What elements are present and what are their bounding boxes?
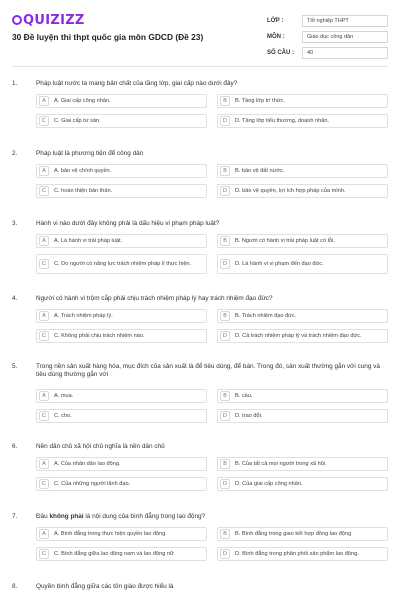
option-c[interactable] [36, 477, 207, 491]
option-text: A. Là hành vi trái pháp luật. [54, 237, 123, 244]
option-text: A. Của nhân dân lao động. [54, 460, 121, 467]
option-c[interactable] [36, 547, 207, 561]
option-b[interactable] [217, 527, 388, 541]
logo-text: QUIZIZZ [23, 13, 85, 28]
option-text: C. hoàn thiện bản thân. [54, 187, 113, 194]
option-letter: A [39, 236, 49, 246]
option-text: C. Không phải chịu trách nhiệm nào. [54, 332, 145, 339]
option-a[interactable] [36, 457, 207, 471]
option-text: B. Trách nhiệm đạo đức. [235, 312, 297, 319]
option-a[interactable] [36, 164, 207, 178]
question-number: 3. [12, 220, 18, 227]
option-letter: B [220, 459, 230, 469]
option-c[interactable] [36, 114, 207, 128]
option-d[interactable] [217, 184, 388, 198]
option-letter: A [39, 529, 49, 539]
option-text: B. Người có hành vi trái pháp luật có lỗi. [235, 237, 335, 244]
option-text: D. Cả trách nhiệm pháp lý và trách nhiệm đạo đức. [235, 332, 362, 339]
option-text: C. Giai cấp tư sản. [54, 117, 101, 124]
option-text: B. Tầng lớp trí thức. [235, 97, 285, 104]
option-letter: B [220, 236, 230, 246]
question-text: Pháp luật là phương tiện để công dân [36, 150, 144, 157]
meta-label: SỐ CÂU : [267, 50, 294, 56]
question-text: Quyền bình đẳng giữa các tôn giáo được hiểu là [36, 583, 174, 590]
option-c[interactable] [36, 409, 207, 423]
option-letter: D [220, 549, 230, 559]
option-text: D. trao đổi. [235, 412, 263, 419]
option-c[interactable] [36, 329, 207, 343]
option-letter: C [39, 331, 49, 341]
option-letter: D [220, 116, 230, 126]
question-number: 6. [12, 443, 18, 450]
option-text: D. Của giai cấp công nhân. [235, 480, 303, 487]
option-letter: D [220, 259, 230, 269]
option-d[interactable] [217, 409, 388, 423]
option-text: C. Bình đẳng giữa lao động nam và lao động nữ [54, 550, 174, 557]
meta-value-subject: Giáo dục công dân [302, 31, 388, 43]
meta-value-count: 40 [302, 47, 388, 59]
option-b[interactable] [217, 94, 388, 108]
option-letter: D [220, 331, 230, 341]
question-4 [12, 295, 388, 339]
option-text: D. Tầng lớp tiểu thương, doanh nhân. [235, 117, 330, 124]
option-letter: C [39, 479, 49, 489]
option-letter: B [220, 96, 230, 106]
option-letter: C [39, 186, 49, 196]
option-b[interactable] [217, 234, 388, 248]
question-5 [12, 363, 388, 419]
question-number: 1. [12, 80, 18, 87]
option-text: B. Bình đẳng trong giao kết hợp đồng lao động [235, 530, 352, 537]
option-d[interactable] [217, 329, 388, 343]
option-b[interactable] [217, 164, 388, 178]
meta-row-count [267, 45, 388, 61]
option-d[interactable] [217, 547, 388, 561]
option-text: A. Giai cấp công nhân. [54, 97, 111, 104]
option-d[interactable] [217, 254, 388, 274]
option-text: A. Bình đẳng trong thực hiện quyền lao động [54, 530, 166, 537]
option-letter: A [39, 166, 49, 176]
meta-row-subject [267, 29, 388, 45]
option-a[interactable] [36, 389, 207, 403]
option-text: D. Bình đẳng trong phân phối sản phẩm lao động. [235, 550, 359, 557]
emphasis-text: không phải [49, 513, 84, 520]
option-a[interactable] [36, 527, 207, 541]
option-a[interactable] [36, 94, 207, 108]
option-letter: C [39, 549, 49, 559]
meta-row-class [267, 13, 388, 29]
option-text: A. Trách nhiệm pháp lý. [54, 312, 113, 319]
option-letter: B [220, 391, 230, 401]
option-b[interactable] [217, 389, 388, 403]
worksheet-meta [267, 13, 388, 61]
question-number: 7. [12, 513, 18, 520]
meta-value-class: Tốt nghiệp THPT [302, 15, 388, 27]
question-6 [12, 443, 388, 487]
option-text: A. bảo vệ chính quyền. [54, 167, 112, 174]
option-a[interactable] [36, 234, 207, 248]
option-letter: C [39, 411, 49, 421]
question-text: Nền dân chủ xã hội chủ nghĩa là nền dân chủ [36, 443, 165, 450]
meta-label: MÔN : [267, 34, 285, 40]
option-d[interactable] [217, 114, 388, 128]
worksheet-title: 30 Đề luyện thi thpt quốc gia môn GDCD (Đề 23) [12, 32, 204, 42]
option-text: C. Của những người lãnh đạo. [54, 480, 131, 487]
header-divider [12, 66, 388, 67]
question-number: 2. [12, 150, 18, 157]
question-number: 5. [12, 363, 18, 370]
question-text: Hành vi nào dưới đây không phải là dấu hiệu vi phạm pháp luật? [36, 220, 220, 227]
question-number: 8. [12, 583, 18, 590]
option-b[interactable] [217, 457, 388, 471]
logo-q-icon [12, 15, 22, 25]
option-text: C. cho. [54, 412, 72, 419]
option-text: D. Là hành vi vi phạm đến đạo đức. [235, 260, 324, 267]
question-2 [12, 150, 388, 194]
option-letter: A [39, 96, 49, 106]
option-letter: C [39, 259, 49, 269]
option-letter: B [220, 166, 230, 176]
option-c[interactable] [36, 254, 207, 274]
option-text: B. cầu. [235, 392, 253, 399]
option-b[interactable] [217, 309, 388, 323]
meta-label: LỚP : [267, 18, 284, 24]
question-text: Pháp luật nước ta mang bản chất của tầng lớp, giai cấp nào dưới đây? [36, 80, 238, 87]
option-d[interactable] [217, 477, 388, 491]
option-text: B. Của tất cả mọi người trong xã hội. [235, 460, 327, 467]
question-number: 4. [12, 295, 18, 302]
option-letter: D [220, 186, 230, 196]
option-letter: D [220, 411, 230, 421]
option-text: A. mua. [54, 392, 74, 399]
question-text: Trong nền sản xuất hàng hóa, mục đích của sản xuất là để tiêu dùng, để bán. Trong đó, sản xuất thường gắn với cung và tiêu dùng thường gắn với [36, 363, 380, 378]
question-1 [12, 80, 388, 124]
question-7 [12, 513, 388, 557]
option-text: C. Do người có năng lực trách nhiệm pháp lí thực hiện. [54, 260, 192, 267]
option-letter: D [220, 479, 230, 489]
option-text: B. bảo vệ đất nước. [235, 167, 285, 174]
option-c[interactable] [36, 184, 207, 198]
worksheet-header [0, 0, 400, 64]
option-letter: A [39, 311, 49, 321]
option-letter: A [39, 459, 49, 469]
question-text: Đâu không phải là nội dung của bình đẳng trong lao động? [36, 513, 206, 520]
option-letter: B [220, 311, 230, 321]
option-letter: C [39, 116, 49, 126]
question-8 [12, 583, 388, 591]
question-3 [12, 220, 388, 267]
question-text: Người có hành vi trộm cắp phải chịu trách nhiệm pháp lý hay trách nhiệm đạo đức? [36, 295, 273, 302]
option-letter: B [220, 529, 230, 539]
option-text: D. bảo vệ quyền, lợi ích hợp pháp của mình. [235, 187, 346, 194]
option-a[interactable] [36, 309, 207, 323]
quizizz-logo[interactable] [12, 13, 85, 28]
option-letter: A [39, 391, 49, 401]
